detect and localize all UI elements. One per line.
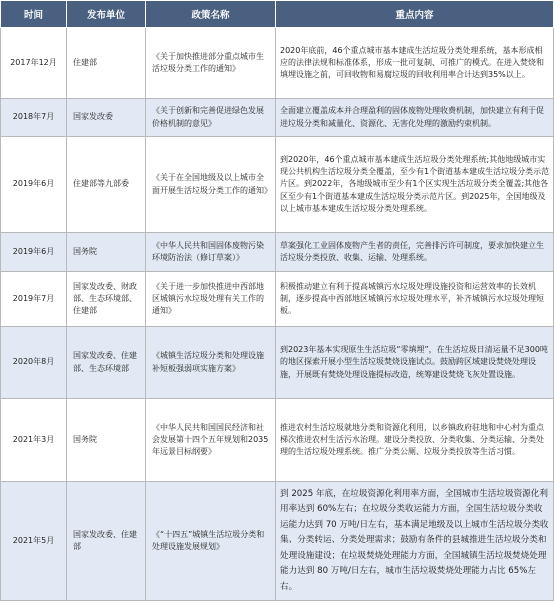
cell-time: 2019年7月 bbox=[1, 272, 67, 327]
cell-policy: 《关于创新和完善促进绿色发展价格机制的意见》 bbox=[146, 99, 276, 137]
cell-content: 全面建立覆盖成本并合理盈利的固体废物处理收费机制，加快建立有利于促进垃圾分类和减量化、资源化、无害化处理的激励约束机制。 bbox=[276, 99, 554, 137]
cell-time: 2017年12月 bbox=[1, 28, 67, 99]
cell-time: 2021年3月 bbox=[1, 399, 67, 482]
cell-time: 2019年6月 bbox=[1, 137, 67, 233]
table-row bbox=[1, 399, 554, 482]
header-policy: 政策名称 bbox=[146, 1, 276, 28]
header-time: 时间 bbox=[1, 1, 67, 28]
table-row bbox=[1, 99, 554, 137]
cell-content: 到2023年基本实现原生生活垃圾“零填埋”，在生活垃圾日清运量不足300吨的地区探索开展小型生活垃圾焚烧设施试点。鼓励跨区域建设焚烧处理设施，开展既有焚烧处理设施提标改造，统筹建设焚烧飞灰处置设施。 bbox=[276, 327, 554, 399]
cell-content: 草案强化工业固体废物产生者的责任，完善排污许可制度，要求加快建立生活垃圾分类投放、收集、运输、处理系统。 bbox=[276, 233, 554, 272]
table-row bbox=[1, 482, 554, 601]
cell-time: 2018年7月 bbox=[1, 99, 67, 137]
table-row bbox=[1, 137, 554, 233]
cell-policy: 《关于在全国地级及以上城市全面开展生活垃圾分类工作的通知》 bbox=[146, 137, 276, 233]
cell-content: 推进农村生活垃圾就地分类和资源化利用，以乡镇政府驻地和中心村为重点梯次推进农村生活污水治理。建设分类投放、分类收集、分类运输、分类处理的生活垃圾处理系统。推广分类公厕、垃圾分类投放等生活习惯。 bbox=[276, 399, 554, 482]
cell-policy: 《关于加快推进部分重点城市生活垃圾分类工作的通知》 bbox=[146, 28, 276, 99]
cell-content: 到 2025 年底，在垃圾资源化利用率方面，全国城市生活垃圾资源化利用率达到 60%左右；在垃圾分类收运能力方面，全国生活垃圾分类收运能力达到 70 万吨/日左右，基本满足地级及以上城市生活垃圾分类收集、分类转运、分类处理需求；鼓励有条件的县城推进生活垃圾分类和处理设施建设；在垃圾焚烧处理能力方面，全国城镇生活垃圾焚烧处理能力达到 80 万吨/日左右，城市生活垃圾焚烧处理能力占比 65%左右。 bbox=[276, 482, 554, 601]
cell-time: 2020年8月 bbox=[1, 327, 67, 399]
cell-content: 到2020年，46个重点城市基本建成生活垃圾分类处理系统;其他地级城市实现公共机构生活垃圾分类全覆盖，至少有1个街道基本建成生活垃圾分类示范片区。到2022年，各地级城市至少有1个区实现生活垃圾分类全覆盖;其他各区至少有1个街道基本建成生活垃圾分类示范片区。到2025年，全国地级及以上城市基本建成生活垃圾分类处理系统。 bbox=[276, 137, 554, 233]
table-row bbox=[1, 327, 554, 399]
cell-content: 2020年底前，46个重点城市基本建成生活垃圾分类处理系统，基本形成相应的法律法规和标准体系，形成一批可复制、可推广的模式。在进入焚烧和填埋设施之前，可回收物和易腐垃圾的回收利用率合计达到35%以上。 bbox=[276, 28, 554, 99]
cell-unit: 国家发改委、住建部 bbox=[67, 482, 146, 601]
header-unit: 发布单位 bbox=[67, 1, 146, 28]
cell-unit: 国家发改委 bbox=[67, 99, 146, 137]
table-row bbox=[1, 272, 554, 327]
cell-content: 积极推动建立有利于提高城镇污水垃圾处理设施投资和运营效率的长效机制，逐步提高中西部地区城镇污水垃圾处理水平，补齐城镇污水垃圾处理短板。 bbox=[276, 272, 554, 327]
cell-policy: 《中华人民共和国国民经济和社会发展第十四个五年规划和2035年远景目标纲要》 bbox=[146, 399, 276, 482]
cell-time: 2019年6月 bbox=[1, 233, 67, 272]
cell-unit: 国务院 bbox=[67, 233, 146, 272]
cell-unit: 国务院 bbox=[67, 399, 146, 482]
cell-unit: 住建部等九部委 bbox=[67, 137, 146, 233]
cell-policy: 《中华人民共和国固体废物污染环境防治法（修订草案）》 bbox=[146, 233, 276, 272]
cell-policy: 《“十四五”城镇生活垃圾分类和处理设施发展规划》 bbox=[146, 482, 276, 601]
table-row bbox=[1, 233, 554, 272]
cell-unit: 国家发改委、住建部、生态环境部 bbox=[67, 327, 146, 399]
cell-policy: 《关于进一步加快推进中西部地区城镇污水垃圾处理有关工作的通知》 bbox=[146, 272, 276, 327]
header-content: 重点内容 bbox=[276, 1, 554, 28]
header-row bbox=[1, 1, 554, 28]
cell-time: 2021年5月 bbox=[1, 482, 67, 601]
table-row bbox=[1, 28, 554, 99]
cell-unit: 住建部 bbox=[67, 28, 146, 99]
cell-unit: 国家发改委、财政部、生态环境部、住建部 bbox=[67, 272, 146, 327]
cell-policy: 《城镇生活垃圾分类和处理设施补短板强弱项实施方案》 bbox=[146, 327, 276, 399]
